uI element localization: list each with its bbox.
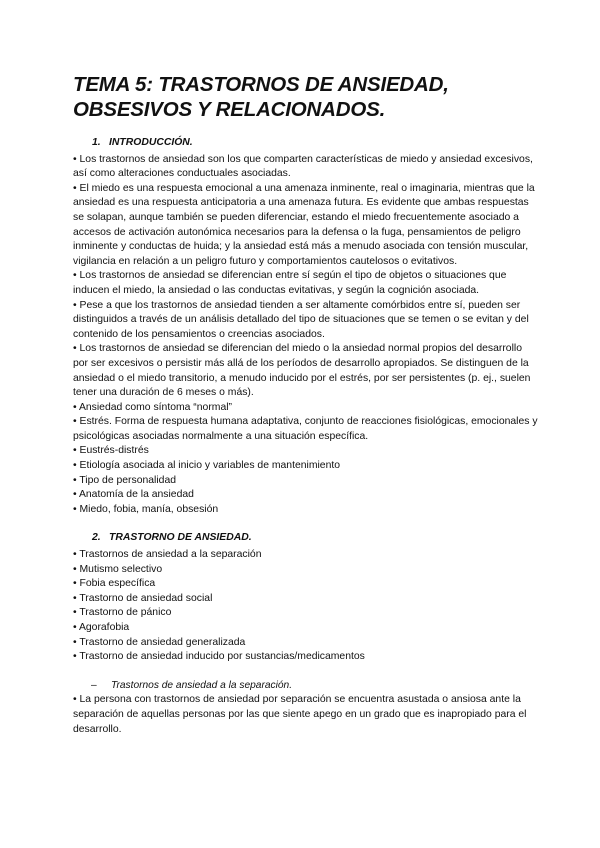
list-item: • Trastorno de pánico <box>73 607 172 619</box>
section-1-heading <box>92 136 539 151</box>
spacer <box>73 665 539 679</box>
section-1-number: 1. <box>92 137 101 148</box>
disorder-list <box>73 548 539 665</box>
paragraph: • Los trastornos de ansiedad se diferencian del miedo o la ansiedad normal propios del desarrollo por ser excesivos o persistir más allá de los períodos de desarrollo apropiados. Se distinguen de la ansiedad o el miedo transitorio, a menudo inducido por el estrés, por ser persistentes (p. ej., suelen tener una duración de 6 meses o más). <box>73 343 531 399</box>
section-2-number: 2. <box>92 532 101 544</box>
paragraph: • Eustrés-distrés <box>73 445 149 457</box>
title-line-2: OBSESIVOS Y RELACIONADOS. <box>73 98 386 121</box>
paragraph: • Los trastornos de ansiedad son los que comparten características de miedo y ansiedad excesivos, así como alteraciones conductuales asociadas. <box>73 153 533 180</box>
list-item: • Agorafobia <box>73 622 130 633</box>
paragraph: • Tipo de personalidad <box>73 474 176 486</box>
section-2-heading <box>92 531 539 546</box>
paragraph: • Anatomía de la ansiedad <box>73 489 194 501</box>
paragraph: • Ansiedad como síntoma “normal” <box>73 401 232 413</box>
list-item: • Trastorno de ansiedad inducido por sustancias/medicamentos <box>73 651 365 663</box>
section-1-title: INTRODUCCIÓN. <box>109 137 193 148</box>
list-item: • Trastorno de ansiedad generalizada <box>73 636 246 648</box>
dash-bullet: – <box>91 679 97 691</box>
list-item: • Fobia específica <box>73 578 156 590</box>
page-title <box>73 72 543 122</box>
list-item: • Mutismo selectivo <box>73 563 163 575</box>
list-item: • Trastornos de ansiedad a la separación <box>73 549 262 561</box>
paragraph: • Miedo, fobia, manía, obsesión <box>73 503 219 515</box>
paragraph: • Pese a que los trastornos de ansiedad tienden a ser altamente comórbidos entre sí, pueden ser distinguidos a través de un análisis detallado del tipo de situaciones que se temen o se evitan y del contenido de los pensamientos o creencias asociados. <box>73 299 529 340</box>
paragraph: • El miedo es una respuesta emocional a una amenaza inminente, real o imaginaria, mientras que la ansiedad es una respuesta anticipatoria a una amenaza futura. Es evidente que ambas respuestas se solapan, aunque también se pueden diferenciar, estando el miedo frecuentemente asociado a accesos de activación autonómica necesarios para la defensa o la fuga, pensamientos de peligro inminente y conductas de huida; y la ansiedad está más a menudo asociada con tensión muscular, vigilancia en relación a un peligro futuro y comportamientos cautelosos o evitativos. <box>73 182 535 267</box>
title-line-1: TEMA 5: TRASTORNOS DE ANSIEDAD, <box>73 73 449 96</box>
paragraph: • Estrés. Forma de respuesta humana adaptativa, conjunto de reacciones fisiológicas, emocionales y psicológicas asociadas normalmente a una situación específica. <box>73 416 538 442</box>
paragraph: • La persona con trastornos de ansiedad por separación se encuentra asustada o ansiosa ante la separación de aquellas personas por las que siente apego en un grado que es inapropiado para el desarrollo. <box>73 694 527 735</box>
subsection-heading <box>73 679 539 694</box>
subsection-title: Trastornos de ansiedad a la separación. <box>111 679 293 691</box>
paragraph: • Los trastornos de ansiedad se diferencian entre sí según el tipo de objetos o situaciones que inducen el miedo, la ansiedad o las conductas evitativas, y según la cognición asociada. <box>73 270 507 296</box>
list-item: • Trastorno de ansiedad social <box>73 592 213 604</box>
spacer <box>73 517 539 531</box>
section-2-title: TRASTORNO DE ANSIEDAD. <box>109 532 252 544</box>
paragraph: • Etiología asociada al inicio y variables de mantenimiento <box>73 460 341 472</box>
document-body <box>73 136 539 737</box>
